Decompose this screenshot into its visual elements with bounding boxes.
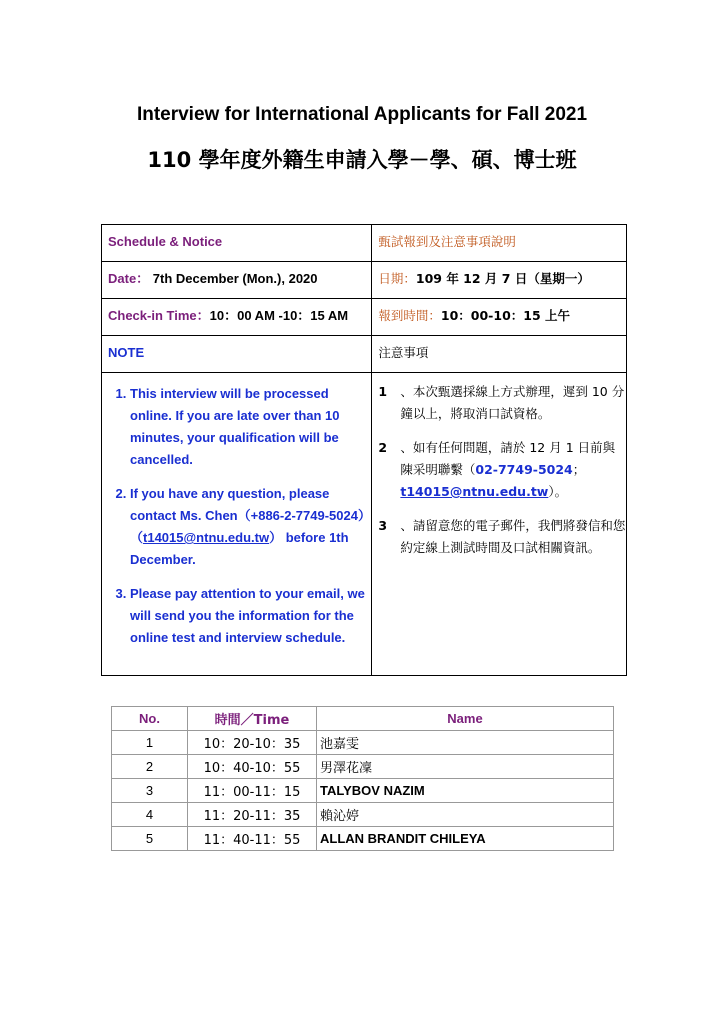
note-zh-item-2: 2 、如有任何問題，請於 12 月 1 日前與陳采明聯繫（02-7749-5024；t14015@ntnu.edu.tw）。 bbox=[378, 440, 616, 499]
row-name: ALLAN BRANDIT CHILEYA bbox=[317, 827, 614, 851]
date-label-zh: 日期： bbox=[378, 271, 416, 286]
row-name: 賴沁婷 bbox=[317, 803, 614, 827]
row-no: 2 bbox=[112, 755, 188, 779]
note-en-item-1: 1. This interview will be processed online. If you are late over than 10 minutes, your qualification will be cancelled. bbox=[130, 383, 371, 471]
notes-zh-cell bbox=[372, 373, 627, 676]
row-time: 11：40-11：55 bbox=[188, 827, 317, 851]
note-label: NOTE bbox=[108, 345, 145, 360]
table-row bbox=[112, 755, 614, 779]
table-row bbox=[112, 779, 614, 803]
row-no: 5 bbox=[112, 827, 188, 851]
date-value: 7th December (Mon.), 2020 bbox=[149, 271, 318, 286]
date-cell-zh bbox=[372, 262, 627, 299]
row-time: 10：20-10：35 bbox=[188, 731, 317, 755]
phone-zh: 02-7749-5024 bbox=[475, 462, 573, 477]
notes-zh-list bbox=[372, 381, 626, 559]
checkin-label: Check-in Time： bbox=[108, 308, 210, 323]
email-link-zh[interactable]: t14015@ntnu.edu.tw bbox=[400, 484, 549, 499]
row-time: 11：20-11：35 bbox=[188, 803, 317, 827]
row-time: 10：40-10：55 bbox=[188, 755, 317, 779]
note-label-zh: 注意事項 bbox=[378, 345, 429, 360]
checkin-value: 10：00 AM -10：15 AM bbox=[209, 308, 349, 323]
note-zh-item-1: 1 、本次甄選採線上方式辦理，遲到 10 分鐘以上，將取消口試資格。 bbox=[378, 384, 625, 421]
row-no: 1 bbox=[112, 731, 188, 755]
schedule-notice-cell-zh bbox=[372, 225, 627, 262]
row-time: 11：00-11：15 bbox=[188, 779, 317, 803]
note-en-item-2: 2. If you have any question, please contact Ms. Chen（+886-2-7749-5024）（t14015@ntnu.edu.tw） before 1th December. bbox=[130, 483, 371, 571]
schedule-table bbox=[111, 706, 614, 851]
notes-en-cell bbox=[102, 373, 372, 676]
header-name: Name bbox=[317, 707, 614, 731]
note-header-cell-zh bbox=[372, 336, 627, 373]
notes-en-list bbox=[102, 383, 371, 649]
row-name: 池嘉雯 bbox=[317, 731, 614, 755]
page-title-en: Interview for International Applicants for Fall 2021 bbox=[136, 104, 588, 125]
table-row bbox=[112, 803, 614, 827]
checkin-value-zh: 10：00-10：15 上午 bbox=[440, 308, 571, 323]
row-no: 3 bbox=[112, 779, 188, 803]
row-no: 4 bbox=[112, 803, 188, 827]
email-link-en[interactable]: t14015@ntnu.edu.tw bbox=[143, 530, 270, 545]
page-title-zh: 110 學年度外籍生申請入學－學、碩、博士班 bbox=[147, 148, 577, 172]
schedule-notice-label: Schedule & Notice bbox=[108, 234, 223, 249]
header-time: 時間／Time bbox=[188, 707, 317, 731]
schedule-notice-label-zh: 甄試報到及注意事項說明 bbox=[378, 234, 516, 249]
checkin-cell bbox=[102, 299, 372, 336]
row-name: TALYBOV NAZIM bbox=[317, 779, 614, 803]
note-en-item-3: 3. Please pay attention to your email, we will send you the information for the online test and interview schedule. bbox=[130, 583, 371, 649]
note-zh-item-3: 3 、請留意您的電子郵件，我們將發信和您約定線上測試時間及口試相關資訊。 bbox=[378, 518, 626, 555]
note-header-cell bbox=[102, 336, 372, 373]
notice-table bbox=[101, 224, 627, 676]
date-value-zh: 109 年 12 月 7 日（星期一） bbox=[415, 271, 590, 286]
header-no: No. bbox=[112, 707, 188, 731]
row-name: 男澤花凜 bbox=[317, 755, 614, 779]
checkin-label-zh: 報到時間： bbox=[378, 308, 441, 323]
date-label: Date： bbox=[108, 271, 150, 286]
table-row bbox=[112, 827, 614, 851]
checkin-cell-zh bbox=[372, 299, 627, 336]
date-cell bbox=[102, 262, 372, 299]
table-row bbox=[112, 731, 614, 755]
schedule-notice-cell bbox=[102, 225, 372, 262]
